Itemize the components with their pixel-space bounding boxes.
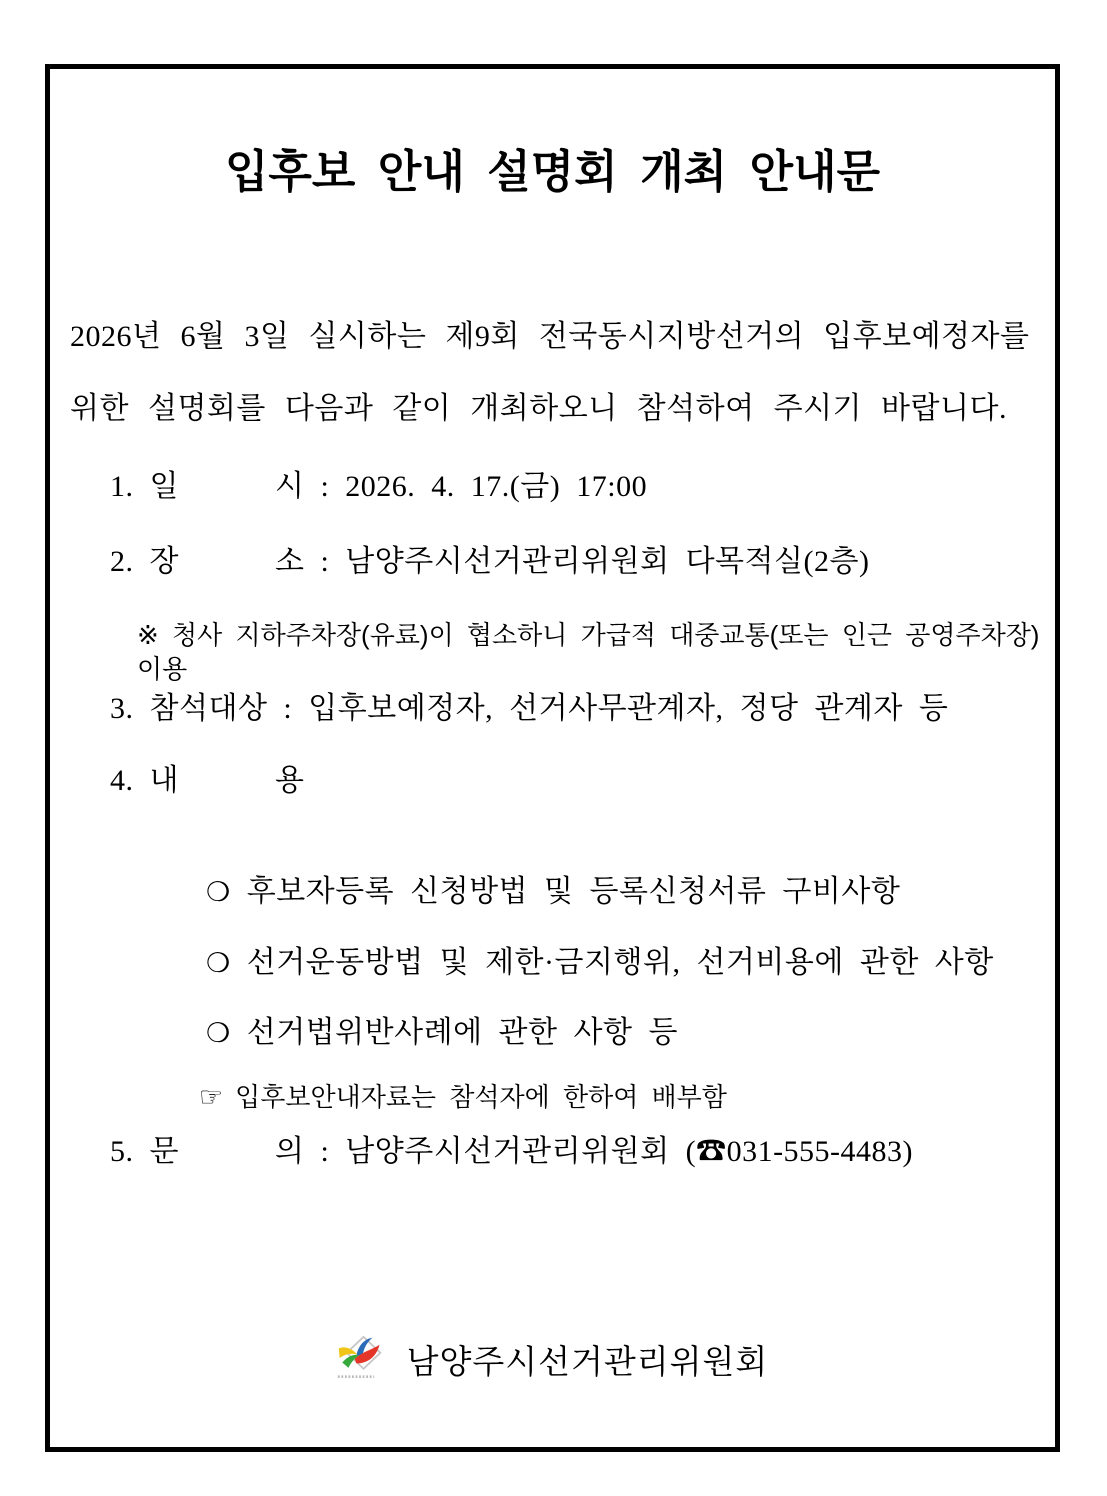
list-item-inquiry: 5. 문 의 : 남양주시선거관리위원회 (☎031-555-4483) bbox=[110, 1135, 914, 1168]
bullet-text: 선거법위반사례에 관한 사항 등 bbox=[246, 1016, 678, 1049]
bullet-text: 후보자등록 신청방법 및 등록신청서류 구비사항 bbox=[246, 875, 901, 908]
circle-bullet-icon: ❍ bbox=[206, 877, 231, 907]
intro-line-2: 위한 설명회를 다음과 같이 개최하오니 참석하여 주시기 바랍니다. bbox=[70, 392, 1007, 425]
circle-bullet-icon: ❍ bbox=[206, 1018, 231, 1048]
bullet-text: 선거운동방법 및 제한·금지행위, 선거비용에 관한 사항 bbox=[246, 946, 994, 979]
handout-note-text: 입후보안내자료는 참석자에 한하여 배부함 bbox=[235, 1082, 727, 1112]
hand-pointer-icon: ☞ bbox=[198, 1082, 224, 1112]
list-item-contents: 4. 내 용 bbox=[110, 764, 305, 797]
document-border bbox=[45, 64, 1060, 1452]
nec-logo-icon bbox=[337, 1297, 383, 1421]
parking-note: ※ 청사 지하주차장(유료)이 협소하니 가급적 대중교통(또는 인근 공영주차장) 이용 bbox=[137, 620, 1053, 684]
document-title: 입후보 안내 설명회 개최 안내문 bbox=[224, 146, 881, 198]
signature bbox=[50, 1297, 1055, 1421]
signature-org-name: 남양주시선거관리위원회 bbox=[406, 1344, 769, 1381]
list-item-datetime: 1. 일 시 : 2026. 4. 17.(금) 17:00 bbox=[110, 470, 648, 503]
intro-line-1: 2026년 6월 3일 실시하는 제9회 전국동시지방선거의 입후보예정자를 bbox=[70, 320, 1030, 353]
list-item-attendees: 3. 참석대상 : 입후보예정자, 선거사무관계자, 정당 관계자 등 bbox=[110, 692, 949, 725]
circle-bullet-icon: ❍ bbox=[206, 948, 231, 978]
list-item-venue: 2. 장 소 : 남양주시선거관리위원회 다목적실(2층) bbox=[110, 545, 870, 578]
